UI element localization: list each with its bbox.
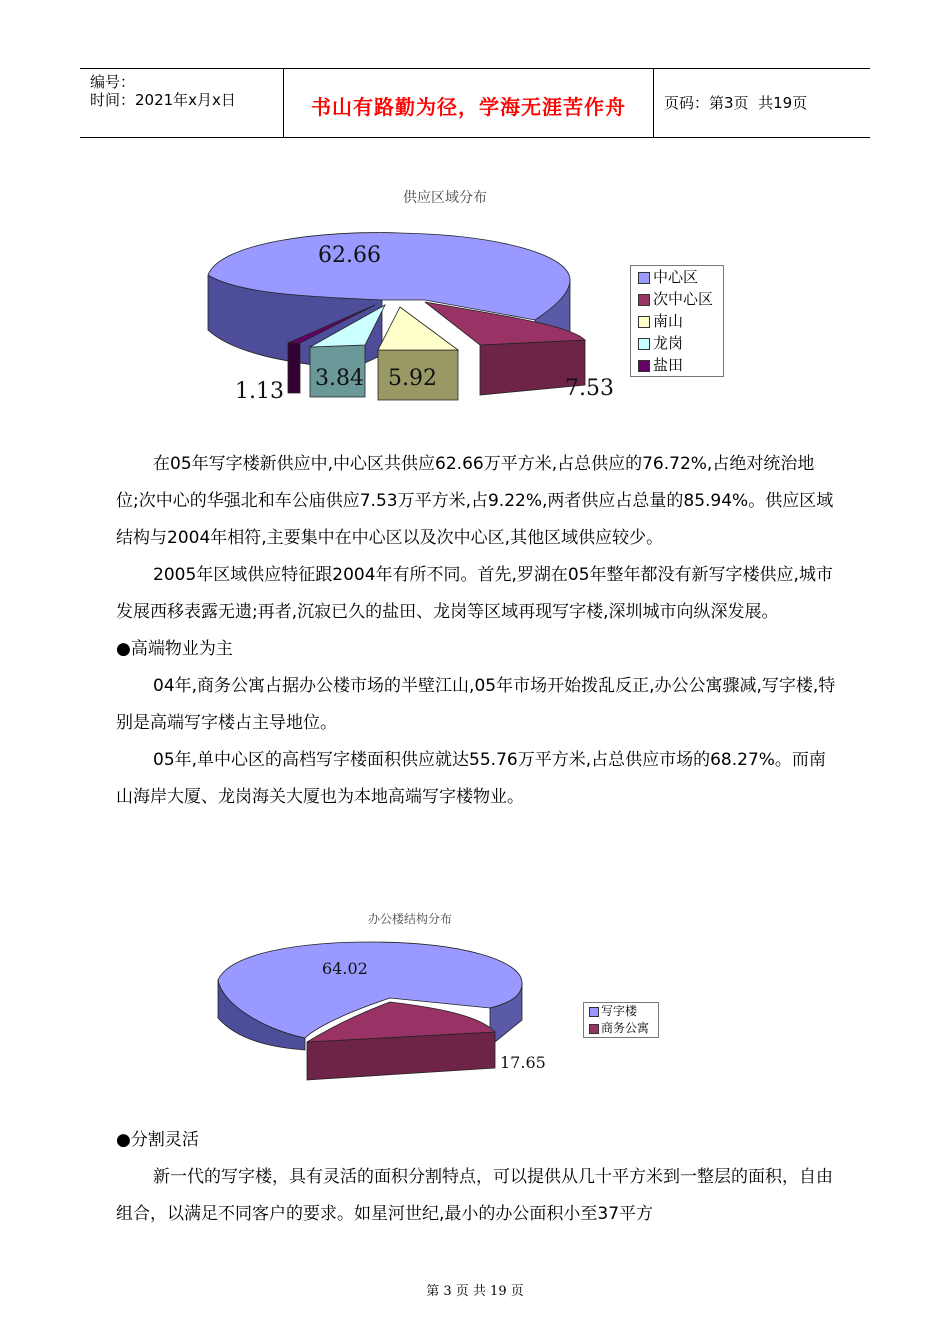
legend-item — [584, 1020, 658, 1037]
legend-label: 中心区 — [653, 268, 699, 286]
chart2-title: 办公楼结构分布 — [367, 912, 452, 926]
chart1-legend — [630, 265, 724, 377]
legend-label: 次中心区 — [653, 290, 714, 308]
chart1-title: 供应区域分布 — [403, 190, 487, 206]
paragraph-2: 2005年区域供应特征跟2004年有所不同。首先,罗湖在05年整年都没有新写字楼供应,城市发展西移表露无遗;再者,沉寂已久的盐田、龙岗等区域再现写字楼,深圳城市向纵深发展。 — [116, 565, 833, 622]
legend-swatch — [638, 360, 650, 372]
legend-label: 南山 — [653, 312, 684, 330]
header-meta-cell — [80, 69, 284, 137]
heading-flexible: ●分割灵活 — [116, 1130, 199, 1150]
serial-label: 编号： — [90, 73, 136, 91]
legend-label: 写字楼 — [601, 1004, 638, 1018]
label-office: 64.02 — [322, 959, 368, 978]
page-footer: 第 3 页 共 19 页 — [426, 1284, 524, 1299]
body-text-1 — [116, 446, 836, 816]
legend-item — [631, 332, 723, 354]
legend-swatch — [589, 1024, 599, 1034]
legend-label: 盐田 — [653, 356, 684, 374]
chart2-pie — [210, 938, 570, 1088]
label-yantian: 1.13 — [235, 379, 284, 404]
heading-high-end: ●高端物业为主 — [116, 639, 233, 659]
legend-swatch — [589, 1007, 599, 1017]
paragraph-5: 新一代的写字楼，具有灵活的面积分割特点，可以提供从几十平方米到一整层的面积，自由组合，以满足不同客户的要求。如星河世纪,最小的办公面积小至37平方 — [116, 1167, 833, 1224]
chart2-legend — [583, 1002, 659, 1038]
body-text-2 — [116, 1122, 836, 1233]
paragraph-1: 在05年写字楼新供应中,中心区共供应62.66万平方米,占总供应的76.72%,占绝对统治地位;次中心的华强北和车公庙供应7.53万平方米,占9.22%,两者供应占总量的85.94%。供应区域结构与2004年相符,主要集中在中心区以及次中心区,其他区域供应较少。 — [116, 454, 834, 548]
legend-item — [631, 310, 723, 332]
paragraph-3: 04年,商务公寓占据办公楼市场的半壁江山,05年市场开始拨乱反正,办公公寓骤减,写字楼,特别是高端写字楼占主导地位。 — [116, 676, 836, 733]
time-label: 时间：2021年x月x日 — [90, 91, 236, 109]
chart1-pie — [200, 225, 630, 410]
page-header — [80, 68, 870, 138]
slice-yantian-side — [288, 343, 300, 393]
legend-swatch — [638, 294, 650, 306]
legend-item — [631, 354, 723, 376]
header-page-cell — [654, 69, 870, 137]
header-motto-cell — [284, 69, 654, 137]
legend-label: 商务公寓 — [601, 1021, 650, 1035]
legend-swatch — [638, 316, 650, 328]
motto: 书山有路勤为径，学海无涯苦作舟 — [311, 95, 626, 119]
legend-item — [631, 266, 723, 288]
legend-swatch — [638, 338, 650, 350]
legend-item — [584, 1003, 658, 1020]
label-apartment: 17.65 — [500, 1053, 546, 1072]
paragraph-4: 05年,单中心区的高档写字楼面积供应就达55.76万平方米,占总供应市场的68.27%。而南山海岸大厦、龙岗海关大厦也为本地高端写字楼物业。 — [116, 750, 826, 807]
legend-swatch — [638, 272, 650, 284]
label-sub-center: 7.53 — [565, 376, 614, 401]
legend-label: 龙岗 — [653, 334, 684, 352]
label-longgang: 3.84 — [315, 366, 364, 391]
label-center: 62.66 — [318, 243, 381, 268]
label-nanshan: 5.92 — [388, 366, 437, 391]
page-label: 页码：第3页 共19页 — [664, 94, 808, 112]
legend-item — [631, 288, 723, 310]
